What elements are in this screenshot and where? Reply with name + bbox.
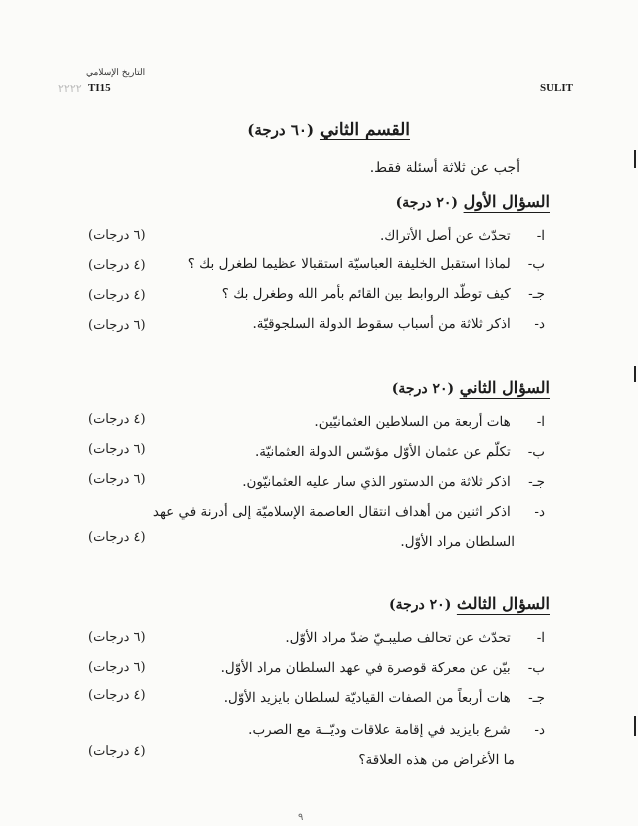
question-2-title	[370, 378, 550, 397]
q1-item-a-text: تحدّث عن أصل الأتراك.	[379, 228, 511, 244]
question-2-title-text: السؤال الثاني	[459, 378, 550, 397]
section-marks: (٦٠ درجة)	[247, 121, 315, 139]
q2-item-a-text: هات أربعة من السلاطين العثمانيّين.	[314, 414, 511, 430]
question-3-title-text: السؤال الثالث	[456, 594, 550, 613]
subject-label: التاريخ الإسلامي	[86, 68, 146, 78]
question-2-marks: (٢٠ درجة)	[391, 381, 455, 397]
q2-item-d-text: اذكر اثنين من أهداف انتقال العاصمة الإسلاميّة إلى أدرنة في عهد	[152, 504, 511, 520]
question-1-marks: (٢٠ درجة)	[395, 195, 458, 211]
q1-item-b-text: لماذا استقبل الخليفة العباسيّة استقبالا عظيما لطغرل بك ؟	[187, 256, 511, 272]
q1-item-b	[187, 256, 545, 272]
sulit-label: SULIT	[540, 82, 574, 94]
q3-item-c-text: هات أربعاً من الصفات القياديّة لسلطان بايزيد الأوّل.	[223, 690, 511, 706]
q1-item-b-label: ب-	[527, 256, 545, 272]
q3-item-b-text: بيّن عن معركة قوصرة في عهد السلطان مراد الأوّل.	[220, 660, 511, 676]
q2-item-b-marks: (٦ درجات)	[88, 442, 146, 457]
page-number: ٩	[298, 812, 304, 823]
q3-item-d-marks: (٤ درجات)	[88, 744, 146, 759]
q1-item-c-label: جـ-	[528, 286, 545, 302]
q1-item-d	[252, 316, 545, 332]
scan-edge-mark	[634, 366, 636, 382]
q1-item-c	[221, 286, 545, 302]
q2-item-c-text: اذكر ثلاثة من الدستور الذي سار عليه العثمانيّون.	[242, 474, 511, 490]
q2-item-c-label: جـ-	[528, 474, 545, 490]
q2-item-d-continuation: السلطان مراد الأوّل.	[400, 534, 515, 550]
q2-item-d-marks: (٤ درجات)	[88, 530, 146, 545]
q3-item-b	[220, 660, 545, 676]
q3-item-d-text: شرع بايزيد في إقامة علاقات وديّــة مع الصرب.	[248, 722, 511, 738]
q1-item-c-marks: (٤ درجات)	[88, 288, 146, 303]
code-prefix: ٢٢٢٢	[58, 83, 82, 95]
q2-item-a-marks: (٤ درجات)	[88, 412, 146, 427]
q1-item-b-marks: (٤ درجات)	[88, 258, 146, 273]
question-1-title	[370, 192, 550, 211]
section-title-text: القسم الثاني	[319, 120, 410, 140]
question-3-marks: (٢٠ درجة)	[388, 597, 452, 613]
q2-item-d	[152, 504, 545, 520]
q2-item-b-label: ب-	[527, 444, 545, 460]
section-instruction: أجب عن ثلاثة أسئلة فقط.	[369, 160, 520, 176]
q3-item-b-marks: (٦ درجات)	[88, 660, 146, 675]
q1-item-d-marks: (٦ درجات)	[88, 318, 146, 333]
q3-item-c	[225, 690, 545, 706]
q3-item-a-marks: (٦ درجات)	[88, 630, 146, 645]
q1-item-c-text: كيف توطّد الروابط بين القائم بأمر الله وطغرل بك ؟	[221, 286, 511, 302]
q2-item-a	[310, 414, 545, 430]
q1-item-d-text: اذكر ثلاثة من أسباب سقوط الدولة السلجوقيّة.	[252, 316, 511, 332]
q3-item-a-text: تحدّث عن تحالف صليبـيّ ضدّ مراد الأوّل.	[285, 630, 511, 646]
q1-item-a	[330, 228, 545, 244]
section-title	[247, 120, 410, 140]
q3-item-a-label: ا-	[536, 630, 545, 646]
q3-item-c-marks: (٤ درجات)	[88, 688, 146, 703]
q2-item-d-label: د-	[534, 504, 545, 520]
q1-item-d-label: د-	[534, 316, 545, 332]
q2-item-c-marks: (٦ درجات)	[88, 472, 146, 487]
q2-item-a-label: ا-	[536, 414, 545, 430]
q3-item-c-label: جـ-	[528, 690, 545, 706]
q2-item-b	[245, 444, 545, 460]
q3-item-a	[270, 630, 545, 646]
q3-item-d-continuation: ما الأغراض من هذه العلاقة؟	[358, 752, 515, 768]
course-code: TI15	[88, 82, 111, 94]
q1-item-a-label: ا-	[536, 228, 545, 244]
scan-edge-mark	[634, 150, 636, 168]
question-1-title-text: السؤال الأول	[463, 192, 550, 211]
q2-item-c	[230, 474, 545, 490]
question-3-title	[370, 594, 550, 613]
q3-item-d-label: د-	[534, 722, 545, 738]
q3-item-d	[248, 722, 545, 738]
q1-item-a-marks: (٦ درجات)	[88, 228, 146, 243]
q2-item-b-text: تكلّم عن عثمان الأوّل مؤسّس الدولة العثمانيّة.	[254, 444, 511, 460]
scan-edge-mark	[634, 716, 636, 736]
q3-item-b-label: ب-	[527, 660, 545, 676]
